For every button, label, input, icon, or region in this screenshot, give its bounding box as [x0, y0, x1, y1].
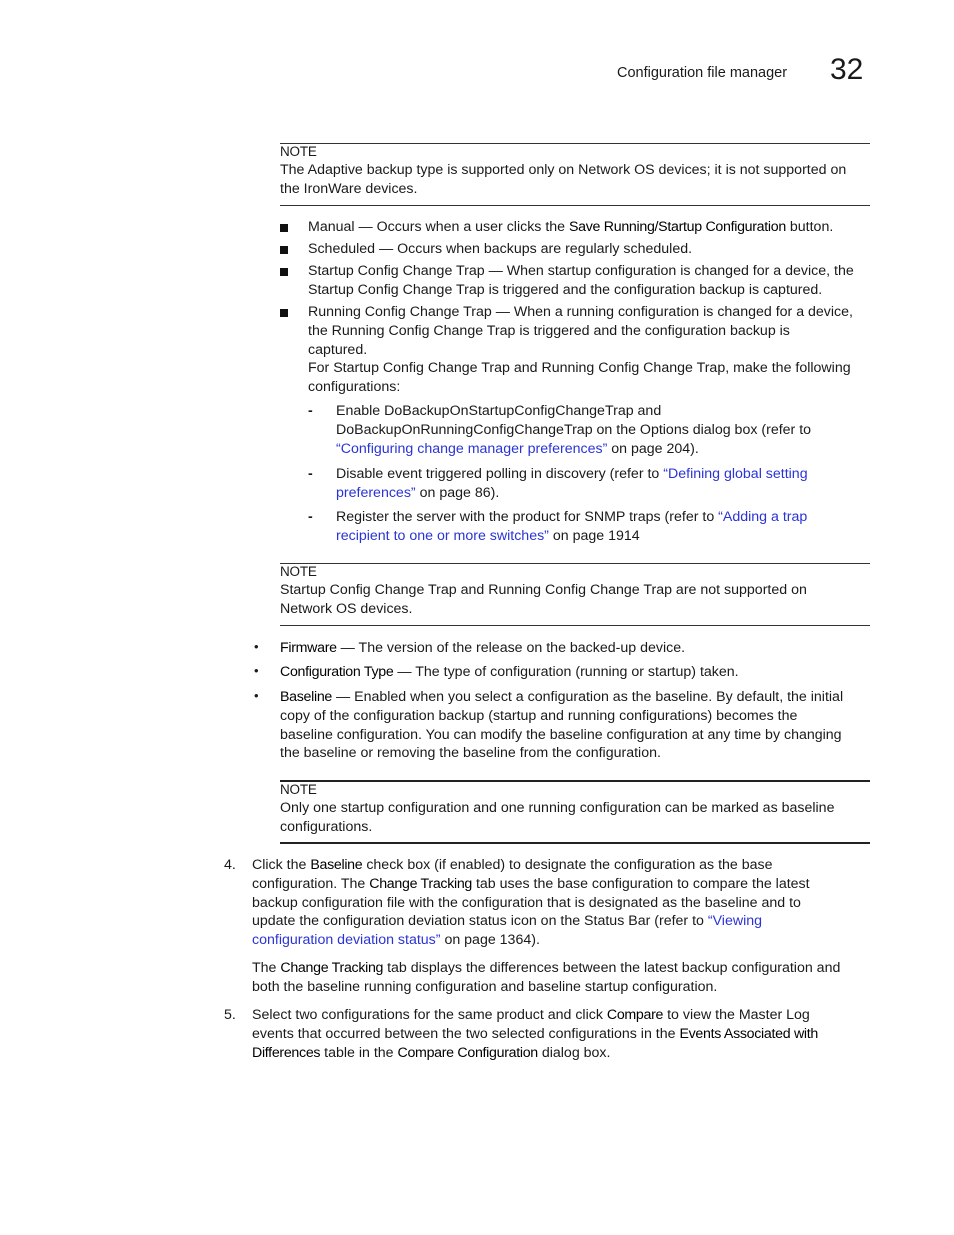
- dash-bullet-icon: -: [308, 509, 313, 525]
- link-global-setting-prefs[interactable]: “Defining global setting: [663, 466, 808, 482]
- note-bottom-rule: [280, 842, 870, 844]
- step-4-followup: The Change Tracking tab displays the differences between the latest backup configuration and both the baseline running configuration and baseline startup configuration.: [252, 960, 841, 995]
- note-label: NOTE: [280, 144, 317, 159]
- square-bullet-icon: [280, 224, 288, 232]
- square-bullet-icon: [280, 246, 288, 254]
- step-number: 4.: [224, 857, 236, 873]
- dot-config-type: Configuration Type — The type of configuration (running or startup) taken.: [280, 664, 739, 680]
- note-line: the IronWare devices.: [280, 180, 418, 197]
- note-top-rule: [280, 780, 870, 782]
- chapter-number: 32: [830, 53, 864, 86]
- note-text: [280, 161, 846, 199]
- dot-bullet-icon: •: [254, 639, 259, 654]
- sub-enable: Enable DoBackupOnStartupConfigChangeTrap and DoBackupOnRunningConfigChangeTrap on the Options dialog box (refer to “Configuring change manager preferences” on page 204).: [336, 403, 812, 457]
- note-top-rule: [280, 143, 870, 144]
- square-bullet-icon: [280, 268, 288, 276]
- section-title: Configuration file manager: [617, 65, 788, 81]
- dot-bullet-icon: •: [254, 663, 259, 678]
- save-config-button-ref: Save Running/Startup Configuration: [569, 219, 786, 235]
- bullet-scheduled: Scheduled — Occurs when backups are regularly scheduled.: [308, 241, 693, 257]
- note-text: Only one startup configuration and one running configuration can be marked as baseline configurations.: [280, 800, 835, 835]
- dot-bullet-icon: •: [254, 688, 259, 703]
- link-viewing-deviation-status[interactable]: “Viewing: [707, 913, 763, 930]
- note-bottom-rule: [280, 205, 870, 206]
- sub-disable: Disable event triggered polling in discovery (refer to “Defining global setting preferences” on page 86).: [336, 466, 808, 501]
- note-line: The Adaptive backup type is supported only on Network OS devices; it is not supported on: [280, 162, 847, 178]
- bullet-running-trap: Running Config Change Trap — When a running configuration is changed for a device, the Running Config Change Trap is triggered and the configuration backup is captured. For Startup Config Change Trap and Running Config Change Trap, make the following configurations:: [308, 304, 853, 396]
- note-bottom-rule: [280, 625, 870, 626]
- link-adding-trap-recipient[interactable]: “Adding a trap: [718, 509, 808, 525]
- bullet-startup-trap: Startup Config Change Trap — When startup configuration is changed for a device, the Startup Config Change Trap is triggered and the configuration backup is captured.: [308, 263, 854, 298]
- dash-bullet-icon: -: [308, 403, 313, 419]
- dash-bullet-icon: -: [308, 466, 313, 482]
- square-bullet-icon: [280, 309, 288, 317]
- link-viewing-deviation-status-cont[interactable]: configuration deviation status”: [252, 932, 441, 949]
- dot-firmware: Firmware — The version of the release on the backed-up device.: [280, 640, 686, 656]
- link-adding-trap-recipient-cont[interactable]: recipient to one or more switches”: [336, 527, 549, 544]
- link-global-setting-prefs-cont[interactable]: preferences”: [336, 484, 416, 501]
- note-top-rule: [280, 563, 870, 564]
- step-5-text: Select two configurations for the same product and click Compare to view the Master Log events that occurred between the two selected configurations in the Events Associated with Differences table in the Compare Configuration dialog box.: [252, 1007, 818, 1061]
- note-label: NOTE: [280, 782, 317, 797]
- bullet-manual: Manual — Occurs when a user clicks the Save Running/Startup Configuration button.: [308, 219, 834, 235]
- step-4-text: Click the Baseline check box (if enabled) to designate the configuration as the base configuration. The Change Tracking tab uses the base configuration to compare the latest backup configuration file with the configuration that is designated as the baseline and to update the configuration deviation status icon on the Status Bar (refer to “Viewing configuration deviation status” on page 1364).: [252, 857, 810, 949]
- step-number: 5.: [224, 1007, 236, 1023]
- note-text: Startup Config Change Trap and Running Config Change Trap are not supported on Network OS devices.: [280, 582, 807, 617]
- link-change-manager-prefs[interactable]: “Configuring change manager preferences”: [336, 440, 608, 457]
- dot-baseline: Baseline — Enabled when you select a configuration as the baseline. By default, the initial copy of the configuration backup (startup and running configurations) becomes the baseline configuration. You can modify the baseline configuration at any time by changing the baseline or removing the baseline from the configuration.: [280, 689, 844, 762]
- note-label: NOTE: [280, 564, 317, 579]
- sub-register: Register the server with the product for SNMP traps (refer to “Adding a trap recipient to one or more switches” on page 1914: [336, 509, 808, 544]
